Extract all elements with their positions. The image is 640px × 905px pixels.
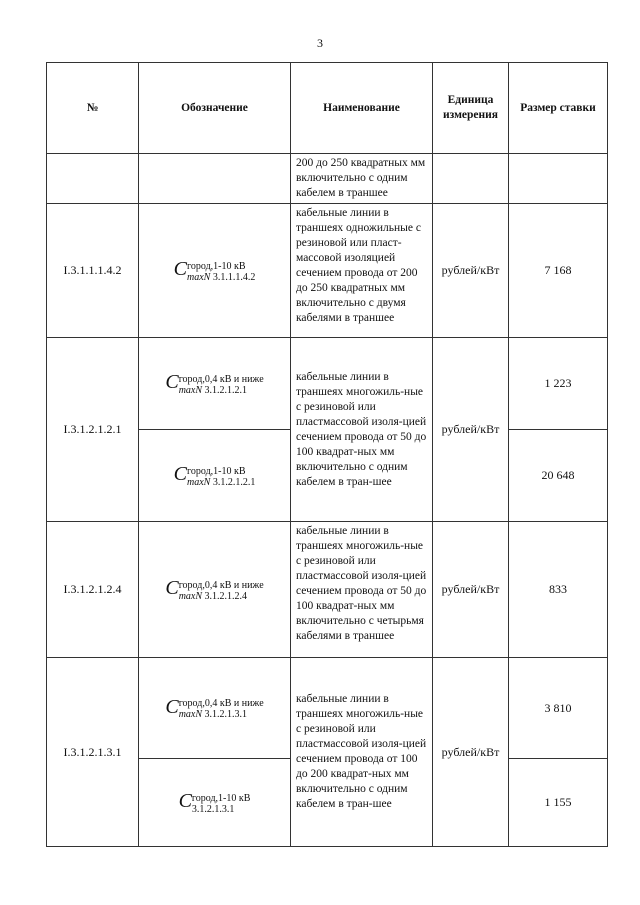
designation-symbol: C город,0,4 кВ и ниже maxN 3.1.2.1.3.1: [139, 658, 291, 759]
row-number: I.3.1.2.1.3.1: [47, 658, 139, 847]
unit-cell: рублей/кВт: [433, 338, 509, 522]
name-cell: 200 до 250 квадратных мм включительно с одним кабелем в траншее: [291, 154, 433, 204]
page-number: 3: [317, 36, 323, 50]
unit-cell: рублей/кВт: [433, 522, 509, 658]
row-number: I.3.1.1.1.4.2: [47, 204, 139, 338]
row-number: I.3.1.2.1.2.1: [47, 338, 139, 522]
header-num: №: [47, 63, 139, 154]
unit-cell: рублей/кВт: [433, 658, 509, 847]
unit-cell: рублей/кВт: [433, 204, 509, 338]
rate-cell: 1 155: [509, 759, 608, 847]
rates-table: [46, 62, 608, 847]
designation-symbol: C город,1-10 кВ maxN 3.1.1.1.4.2: [139, 204, 291, 338]
name-cell: кабельные линии в траншеях многожиль-ные с резиновой или пластмассовой изоля-цией сечением провода от 50 до 100 квадрат-ных мм включительно с одним кабелем в тран-шее: [291, 338, 433, 522]
name-cell: кабельные линии в траншеях многожиль-ные с резиновой или пластмассовой изоля-цией сечением провода от 50 до 100 квадрат-ных мм включительно с четырьмя кабелями в траншее: [291, 522, 433, 658]
table-row: [47, 338, 608, 430]
rate-cell: 1 223: [509, 338, 608, 430]
table-row: [47, 154, 608, 204]
designation-symbol: C город,0,4 кВ и ниже maxN 3.1.2.1.2.1: [139, 338, 291, 430]
header-row: [47, 63, 608, 154]
header-unit: Единица измерения: [433, 63, 509, 154]
name-cell: кабельные линии в траншеях многожиль-ные с резиновой или пластмассовой изоля-цией сечением провода от 100 до 200 квадрат-ных мм включительно с одним кабелем в тран-шее: [291, 658, 433, 847]
rate-cell: 20 648: [509, 430, 608, 522]
cont-rate-cell: [509, 154, 608, 204]
table-row: [47, 522, 608, 658]
cont-designation-cell: [139, 154, 291, 204]
designation-symbol: C город,0,4 кВ и ниже maxN 3.1.2.1.2.4: [139, 522, 291, 658]
cont-unit-cell: [433, 154, 509, 204]
header-designation: Обозначение: [139, 63, 291, 154]
row-number: I.3.1.2.1.2.4: [47, 522, 139, 658]
rate-cell: 7 168: [509, 204, 608, 338]
cont-num-cell: [47, 154, 139, 204]
designation-symbol: C город,1-10 кВ maxN 3.1.2.1.2.1: [139, 430, 291, 522]
rate-cell: 3 810: [509, 658, 608, 759]
rate-cell: 833: [509, 522, 608, 658]
table-row: [47, 204, 608, 338]
header-name: Наименование: [291, 63, 433, 154]
designation-symbol: C город,1-10 кВ 3.1.2.1.3.1: [139, 759, 291, 847]
name-cell: кабельные линии в траншеях одножильные с резиновой или пласт-массовой изоляцией сечением провода от 200 до 250 квадратных мм включительно с двумя кабелями в траншее: [291, 204, 433, 338]
table-row: [47, 658, 608, 759]
header-rate: Размер ставки: [509, 63, 608, 154]
